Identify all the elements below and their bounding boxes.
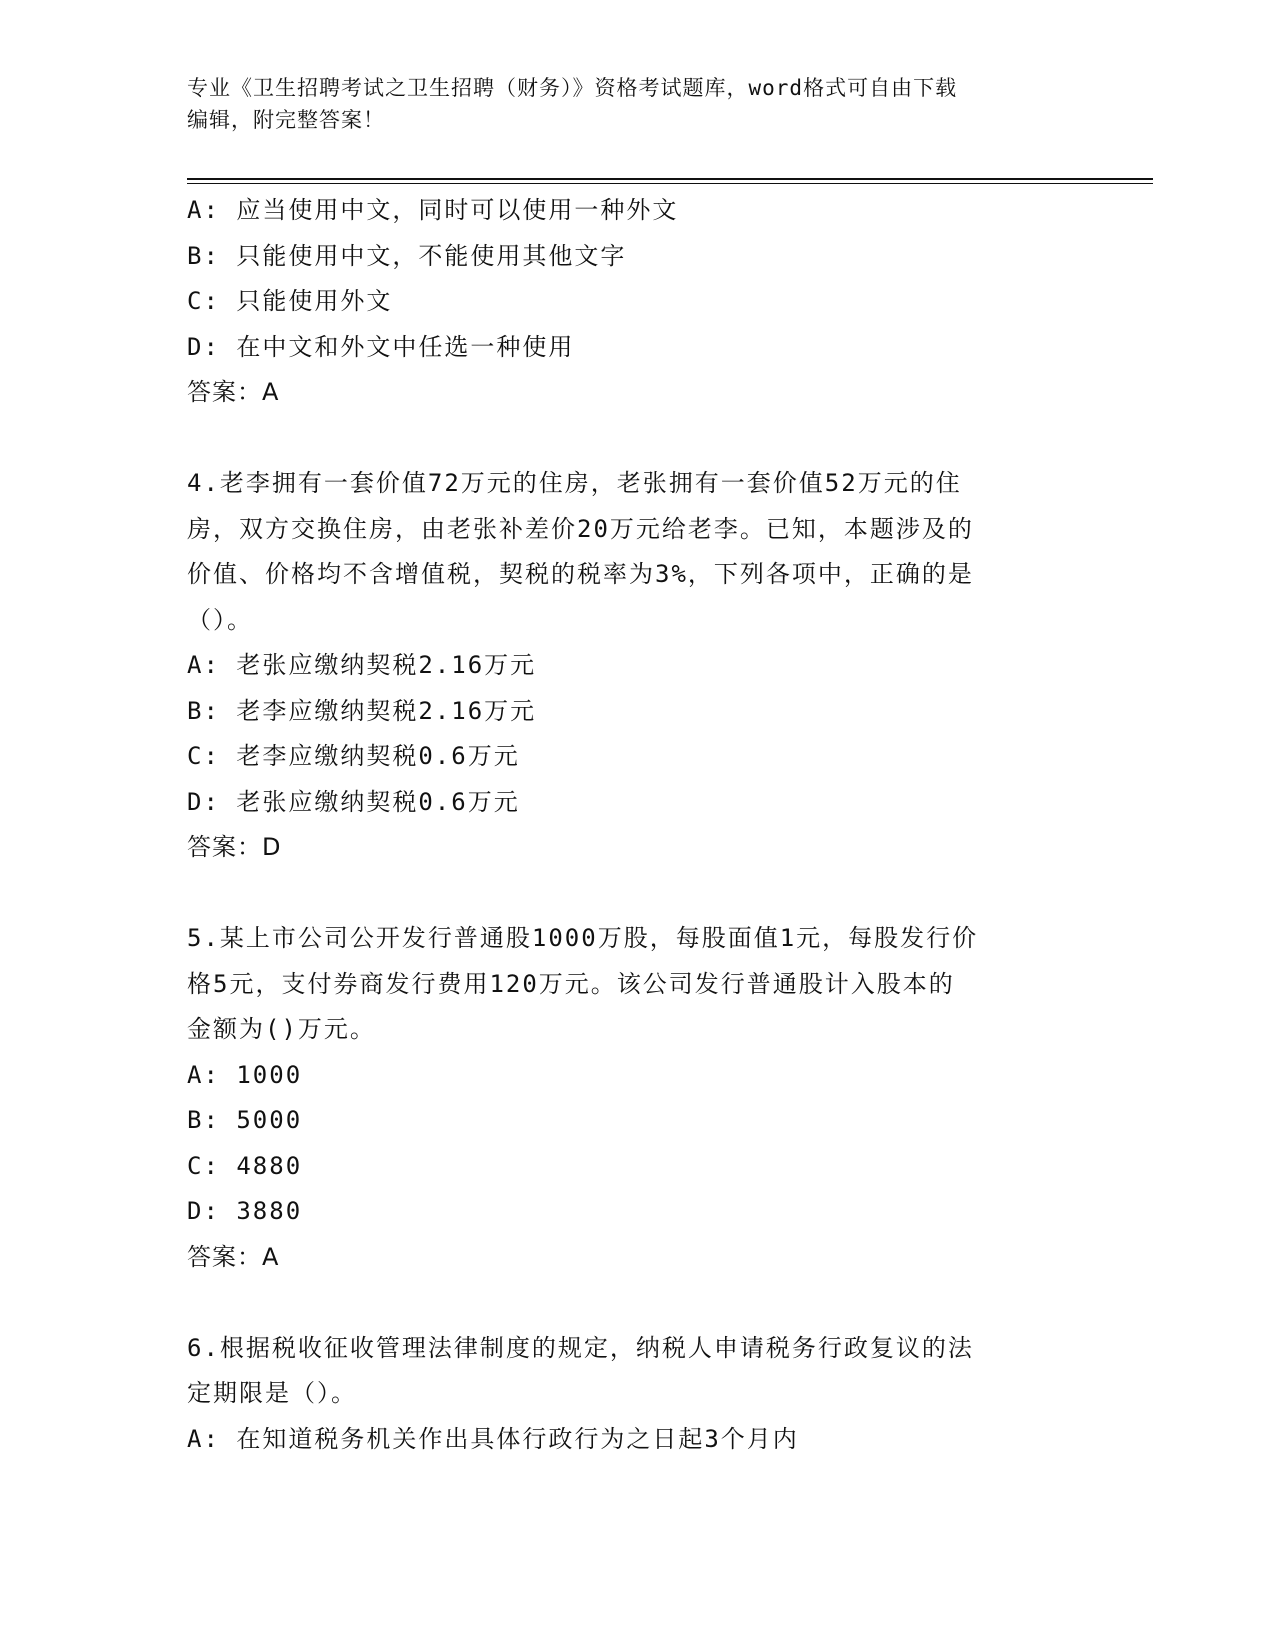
- header-divider-thick: [187, 178, 1153, 180]
- header-line-1: 专业《卫生招聘考试之卫生招聘（财务）》资格考试题库，word格式可自由下载: [187, 76, 958, 100]
- spacer: [187, 1280, 1087, 1326]
- option-a: A: 老张应缴纳契税2.16万元: [187, 651, 537, 679]
- option-b: B: 只能使用中文，不能使用其他文字: [187, 241, 627, 270]
- question-stem-line: （）。: [187, 605, 253, 634]
- option-c: C: 老李应缴纳契税0.6万元: [187, 742, 520, 770]
- question-list: [187, 188, 1087, 1462]
- answer-label: 答案：A: [187, 378, 280, 406]
- spacer: [187, 416, 1087, 462]
- question-stem-line: 6.根据税收征收管理法律制度的规定，纳税人申请税务行政复议的法: [187, 1333, 974, 1362]
- header-divider-thin: [187, 183, 1153, 184]
- spacer: [187, 871, 1087, 917]
- option-d: D: 老张应缴纳契税0.6万元: [187, 787, 520, 816]
- header-line-2: 编辑，附完整答案！: [187, 108, 385, 132]
- question-3: [187, 188, 1087, 416]
- question-stem-line: 格5元，支付券商发行费用120万元。该公司发行普通股计入股本的: [187, 969, 955, 998]
- question-4: [187, 461, 1087, 871]
- question-5: [187, 916, 1087, 1280]
- question-6: [187, 1326, 1087, 1463]
- question-stem-line: 金额为()万元。: [187, 1015, 376, 1043]
- option-d: D: 3880: [187, 1197, 303, 1225]
- question-stem-line: 价值、价格均不含增值税，契税的税率为3%，下列各项中，正确的是: [187, 560, 974, 588]
- option-c: C: 只能使用外文: [187, 287, 393, 315]
- option-a: A: 在知道税务机关作出具体行政行为之日起3个月内: [187, 1424, 799, 1453]
- option-b: B: 老李应缴纳契税2.16万元: [187, 696, 537, 725]
- option-a: A: 应当使用中文，同时可以使用一种外文: [187, 196, 679, 224]
- answer-label: 答案：A: [187, 1242, 280, 1271]
- option-c: C: 4880: [187, 1151, 303, 1180]
- question-stem-line: 房，双方交换住房，由老张补差价20万元给老李。已知，本题涉及的: [187, 514, 974, 543]
- question-stem-line: 5.某上市公司公开发行普通股1000万股，每股面值1元，每股发行价: [187, 924, 979, 952]
- option-b: B: 5000: [187, 1106, 303, 1134]
- option-d: D: 在中文和外文中任选一种使用: [187, 332, 575, 361]
- document-header: [187, 72, 1067, 136]
- question-stem-line: 定期限是（）。: [187, 1379, 357, 1407]
- option-a: A: 1000: [187, 1060, 303, 1089]
- question-stem-line: 4.老李拥有一套价值72万元的住房，老张拥有一套价值52万元的住: [187, 469, 962, 497]
- answer-label: 答案：D: [187, 833, 282, 861]
